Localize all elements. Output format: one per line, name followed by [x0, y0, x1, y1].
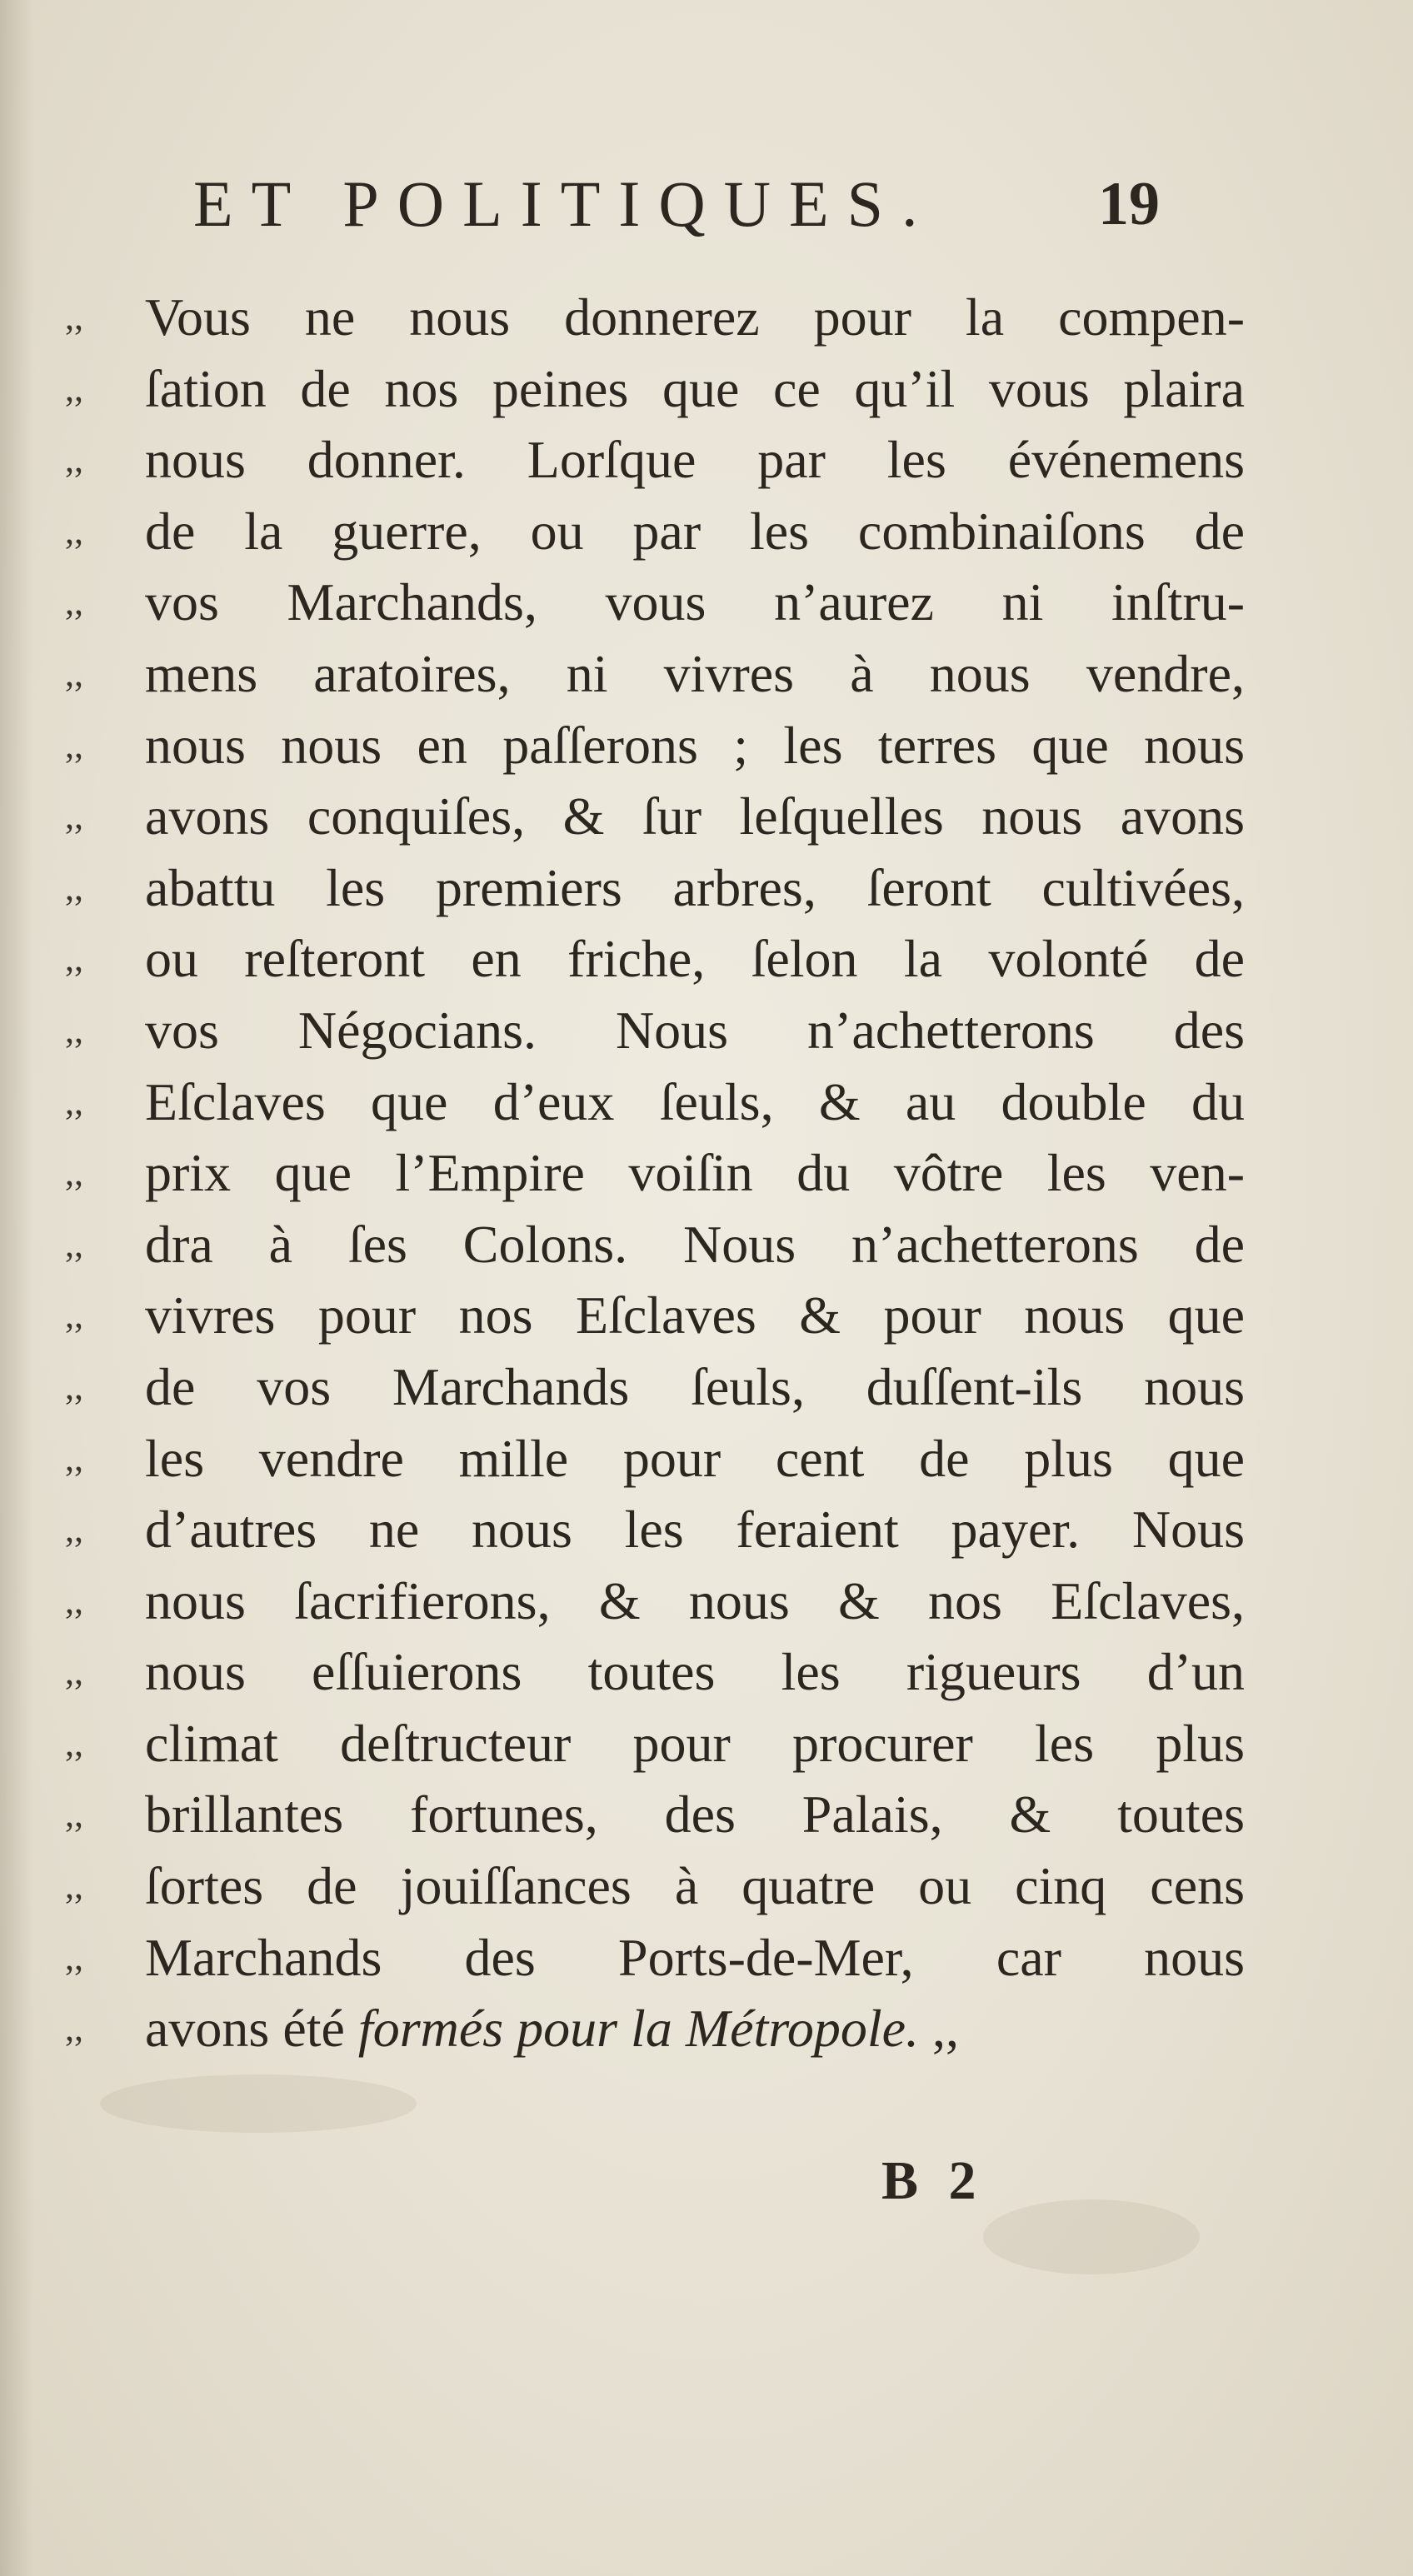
- quotation-mark: ,,: [65, 1580, 83, 1621]
- text-line: [65, 923, 1245, 995]
- quotation-mark: ,,: [65, 1651, 83, 1693]
- quotation-mark: ,,: [65, 1365, 83, 1407]
- line-text-roman: ſation de nos peines que ce qu’il vous plaira: [145, 358, 1245, 418]
- quotation-mark: ,,: [65, 866, 83, 908]
- line-text-roman: nous eſſuierons toutes les rigueurs d’un: [145, 1642, 1245, 1702]
- line-text: [145, 1922, 1245, 1994]
- quotation-mark: ,,: [65, 439, 83, 481]
- spine-shadow: [0, 0, 33, 2576]
- line-text-roman: Vous ne nous donnerez pour la compen-: [145, 287, 1245, 347]
- quotation-mark: ,,: [65, 297, 83, 337]
- page-number: 19: [1098, 170, 1160, 238]
- line-text-roman: avons été: [145, 1999, 358, 2059]
- line-text-roman: nous ſacrifierons, & nous & nos Eſclaves,: [145, 1570, 1245, 1630]
- line-text-closing: ,,: [919, 1999, 960, 2059]
- paper-stain: [100, 2074, 417, 2133]
- line-text: [145, 282, 1245, 353]
- quotation-mark: ,,: [65, 1865, 83, 1907]
- line-text: [145, 496, 1245, 567]
- text-line: [65, 1565, 1245, 1637]
- line-text-roman: Eſclaves que d’eux ſeuls, & au double du: [145, 1071, 1245, 1131]
- line-text-roman: climat deſtructeur pour procurer les plus: [145, 1713, 1245, 1773]
- line-text: [145, 1137, 1245, 1209]
- quotation-mark: ,,: [65, 796, 83, 837]
- quotation-mark: ,,: [65, 938, 83, 980]
- text-line: [65, 1494, 1245, 1565]
- line-text-roman: d’autres ne nous les feraient payer. Nous: [145, 1500, 1245, 1560]
- quotation-mark: ,,: [65, 1081, 83, 1122]
- line-text-roman: vivres pour nos Eſclaves & pour nous que: [145, 1286, 1245, 1345]
- line-text: [145, 567, 1245, 638]
- text-line: [65, 1280, 1245, 1351]
- line-text-roman: vos Marchands, vous n’aurez ni inſtru-: [145, 572, 1245, 632]
- text-line: [65, 1636, 1245, 1708]
- running-title: ET POLITIQUES.: [193, 167, 936, 240]
- text-line: [65, 1708, 1245, 1780]
- line-text-roman: nous nous en paſſerons ; les terres que nous: [145, 715, 1245, 775]
- line-text: [145, 1636, 1245, 1708]
- line-text-italic: formés pour la Métropole.: [357, 1999, 920, 2059]
- quotation-mark: ,,: [65, 1722, 83, 1764]
- page-header: [0, 158, 1413, 250]
- line-text-roman: vos Négocians. Nous n’achetterons des: [145, 1000, 1245, 1060]
- line-text: [145, 1850, 1245, 1922]
- text-line: [65, 995, 1245, 1066]
- quotation-mark: ,,: [65, 1509, 83, 1550]
- line-text-roman: ſortes de jouiſſances à quatre ou cinq cens: [145, 1856, 1245, 1916]
- line-text: [145, 1993, 959, 2064]
- text-line: [65, 852, 1245, 924]
- quotation-mark: ,,: [65, 1437, 83, 1479]
- quotation-mark: ,,: [65, 724, 83, 766]
- line-text: [145, 1779, 1245, 1850]
- quotation-mark: ,,: [65, 1009, 83, 1051]
- text-line: [65, 1351, 1245, 1423]
- quotation-mark: ,,: [65, 1794, 83, 1835]
- text-line: [65, 1066, 1245, 1138]
- quotation-mark: ,,: [65, 1223, 83, 1265]
- text-line: [65, 1779, 1245, 1850]
- text-line: [65, 1209, 1245, 1281]
- quotation-mark: ,,: [65, 1936, 83, 1978]
- line-text-roman: ou reſteront en friche, ſelon la volonté de: [145, 929, 1245, 989]
- line-text-roman: nous donner. Lorſque par les événemens: [145, 430, 1245, 490]
- line-text-roman: dra à ſes Colons. Nous n’achetterons de: [145, 1214, 1245, 1274]
- line-text: [145, 1565, 1245, 1637]
- quotation-mark: ,,: [65, 1152, 83, 1194]
- text-line: [65, 781, 1245, 852]
- text-line: [65, 638, 1245, 710]
- quotation-mark: ,,: [65, 582, 83, 623]
- line-text: [145, 1209, 1245, 1281]
- line-text-roman: brillantes fortunes, des Palais, & toutes: [145, 1785, 1245, 1845]
- line-text-roman: les vendre mille pour cent de plus que: [145, 1428, 1245, 1488]
- line-text: [145, 353, 1245, 425]
- line-text: [145, 852, 1245, 924]
- line-text: [145, 781, 1245, 852]
- line-text: [145, 1494, 1245, 1565]
- text-line: [65, 1137, 1245, 1209]
- line-text: [145, 923, 1245, 995]
- text-line: [65, 710, 1245, 781]
- quotation-mark: ,,: [65, 2008, 83, 2049]
- text-line: [65, 282, 1245, 353]
- text-line: [65, 1423, 1245, 1495]
- line-text: [145, 995, 1245, 1066]
- text-line: [65, 1850, 1245, 1922]
- line-text: [145, 638, 1245, 710]
- quotation-mark: ,,: [65, 1295, 83, 1336]
- line-text: [145, 1351, 1245, 1423]
- paper-stain: [983, 2199, 1200, 2274]
- quotation-mark: ,,: [65, 652, 83, 694]
- text-line: [65, 1922, 1245, 1994]
- line-text-roman: de la guerre, ou par les combinaiſons de: [145, 501, 1245, 561]
- line-text-roman: prix que l’Empire voiſin du vôtre les ven-: [145, 1143, 1245, 1203]
- body-text: [65, 282, 1245, 2064]
- line-text: [145, 1708, 1245, 1780]
- line-text: [145, 424, 1245, 496]
- line-text: [145, 1280, 1245, 1351]
- line-text-roman: mens aratoires, ni vivres à nous vendre,: [145, 643, 1245, 703]
- text-line: [65, 424, 1245, 496]
- text-line: [65, 496, 1245, 567]
- signature-mark: B 2: [881, 2150, 985, 2211]
- quotation-mark: ,,: [65, 510, 83, 552]
- line-text: [145, 1066, 1245, 1138]
- text-line: [65, 1993, 1198, 2064]
- line-text: [145, 710, 1245, 781]
- line-text-roman: avons conquiſes, & ſur leſquelles nous avons: [145, 786, 1245, 846]
- text-line: [65, 353, 1245, 425]
- line-text: [145, 1423, 1245, 1495]
- line-text-roman: Marchands des Ports-de-Mer, car nous: [145, 1927, 1245, 1987]
- line-text-roman: abattu les premiers arbres, ſeront cultivées,: [145, 857, 1245, 917]
- line-text-roman: de vos Marchands ſeuls, duſſent-ils nous: [145, 1356, 1245, 1416]
- quotation-mark: ,,: [65, 367, 83, 409]
- text-line: [65, 567, 1245, 638]
